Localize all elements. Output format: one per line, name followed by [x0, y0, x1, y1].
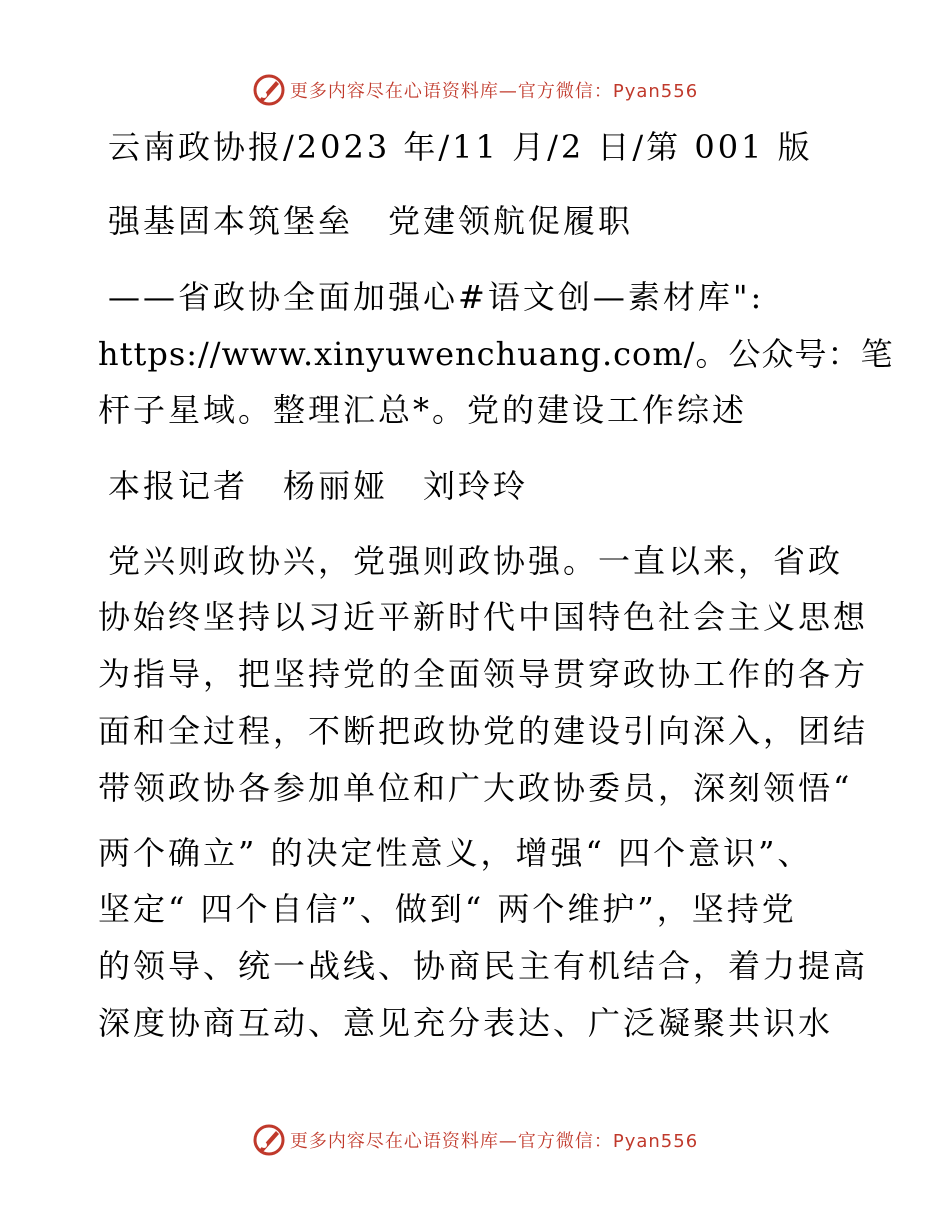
footer-watermark-banner: [0, 1120, 950, 1160]
subtitle-line-2: https://www.xinyuwenchuang.com/。公众号：笔: [98, 335, 894, 373]
body-line-4: 面和全过程，不断把政协党的建设引向深入，团结: [98, 712, 869, 750]
dateline: 云南政协报/2023 年/11 月/2 日/第 001 版: [108, 128, 813, 166]
subtitle-line-3: 杆子星域。整理汇总*。党的建设工作综述: [98, 391, 748, 429]
byline: 本报记者 杨丽娅 刘玲玲: [108, 467, 529, 505]
body-line-6: 两个确立” 的决定性意义，增强“ 四个意识”、: [98, 834, 813, 872]
body-line-2: 协始终坚持以习近平新时代中国特色社会主义思想: [98, 598, 869, 636]
body-line-1: 党兴则政协兴，党强则政协强。一直以来，省政: [108, 542, 844, 580]
header-watermark-banner: [0, 70, 950, 110]
subtitle-line-1: ——省政协全面加强心#语文创—素材库":: [108, 278, 765, 316]
body-line-7: 坚定“ 四个自信”、做到“ 两个维护”，坚持党: [98, 890, 797, 928]
body-line-9: 深度协商互动、意见充分表达、广泛凝聚共识水: [98, 1004, 834, 1042]
watermark-text: 更多内容尽在心语资料库—官方微信：Pyan556: [289, 81, 699, 102]
watermark-text: 更多内容尽在心语资料库—官方微信：Pyan556: [289, 1131, 699, 1152]
pen-logo-icon: [252, 73, 286, 107]
body-line-3: 为指导，把坚持党的全面领导贯穿政协工作的各方: [98, 655, 869, 693]
pen-logo-icon: [252, 1123, 286, 1157]
headline: 强基固本筑堡垒 党建领航促履职: [108, 202, 634, 240]
body-line-5: 带领政协各参加单位和广大政协委员，深刻领悟“: [98, 769, 853, 807]
body-line-8: 的领导、统一战线、协商民主有机结合，着力提高: [98, 947, 869, 985]
